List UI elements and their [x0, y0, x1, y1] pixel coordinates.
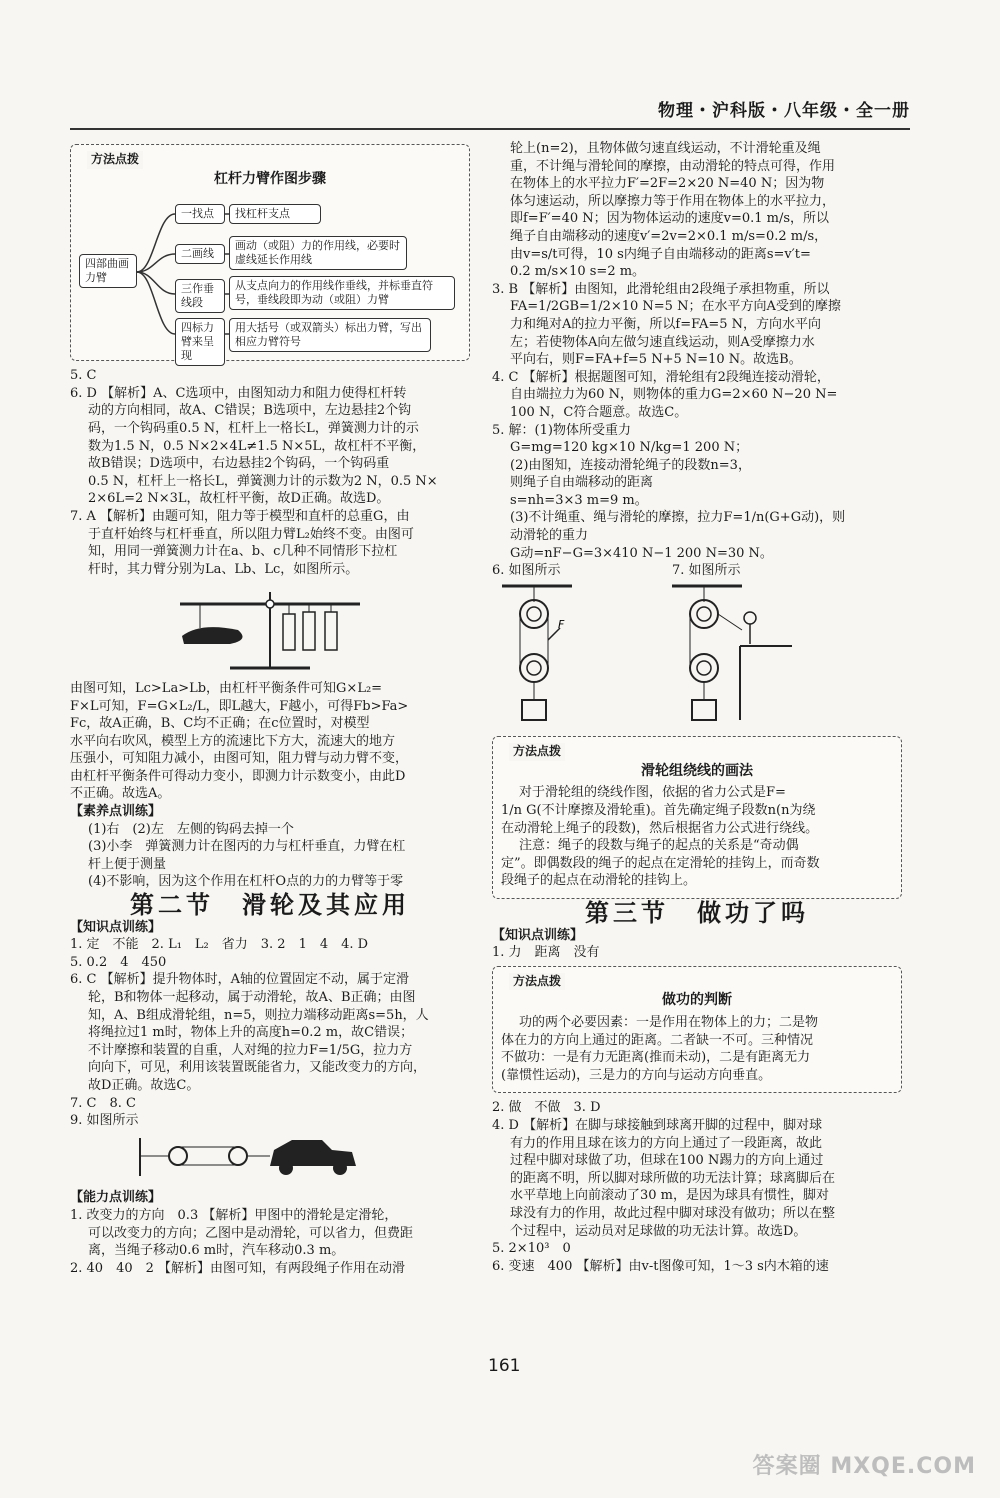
step-4-key: 四标力臂来呈现 — [175, 318, 225, 366]
car-pulley-figure — [70, 1130, 470, 1184]
text-line: 杆时，其力臂分别为La、Lb、Lc，如图所示。 — [88, 561, 359, 577]
text-line: 体匀速运动，所以摩擦力等于作用在物体上的水平拉力， — [510, 193, 836, 209]
method-box-title: 滑轮组绕线的画法 — [641, 762, 753, 779]
text-line: FA=1/2GB=1/2×10 N=5 N；在水平方向A受到的摩擦 — [510, 299, 841, 315]
step-3-key: 三作垂线段 — [175, 279, 225, 313]
step-1-value: 找杠杆支点 — [229, 204, 321, 224]
figure-6-caption: 6. 如图所示 — [492, 563, 561, 579]
method-box-pulley — [492, 736, 902, 899]
text-line: 6. 变速 400 【解析】由v-t图像可知，1～3 s内木箱的速 — [492, 1258, 829, 1274]
text-line: 由图可知，Lc>La>Lb，由杠杆平衡条件可知G×L₂= — [70, 680, 383, 696]
text-line: G动=nF−G=3×410 N−1 200 N=30 N。 — [510, 545, 773, 561]
section-tag: 【知识点训练】 — [70, 919, 162, 935]
text-line: Fc，故A正确，B、C均不正确；在c位置时，对模型 — [70, 716, 370, 732]
header-rule — [70, 128, 910, 130]
pulley-diagrams — [492, 580, 902, 730]
step-1-key: 一找点 — [175, 204, 225, 224]
text-line: 2. 做 不做 3. D — [492, 1100, 601, 1116]
text-line: s=nh=3×3 m=9 m。 — [510, 492, 648, 508]
text-line: 段绳子的起点在动滑轮的挂钩上。 — [501, 873, 697, 889]
text-line: 由v=s/t可得，10 s内绳子自由端移动的距离s=v′t= — [510, 246, 811, 262]
text-line: 由杠杆平衡条件可得动力变小，即测力计示数变小，由此D — [70, 768, 406, 784]
text-line: 水平草地上向前滚动了30 m，是因为球具有惯性，脚对 — [510, 1188, 830, 1204]
figure-7-caption: 7. 如图所示 — [672, 563, 741, 579]
text-line: 不正确。故选A。 — [70, 786, 171, 802]
text-line: 则绳子自由端移动的距离 — [510, 475, 654, 491]
text-line: 水平向右吹风，模型上方的流速比下方大，流速大的地方 — [70, 733, 396, 749]
method-box-label: 方法点拨 — [509, 743, 565, 761]
text-line: 6. C 【解析】提升物体时，A轴的位置固定不动，属于定滑 — [70, 972, 410, 988]
method-box-work — [492, 966, 902, 1094]
text-line: 可以改变力的方向；乙图中是动滑轮，可以省力，但费距 — [88, 1225, 414, 1241]
mind-map-root: 四部曲画力臂 — [79, 254, 137, 288]
text-line: 在动滑轮上绳子的段数)，然后根据省力公式进行绕线。 — [501, 820, 819, 836]
text-line: 离，当绳子移动0.6 m时，汽车移动0.3 m。 — [88, 1243, 345, 1259]
text-line: G=mg=120 kg×10 N/kg=1 200 N； — [510, 440, 749, 456]
text-line: 6. D 【解析】A、C选项中，由图知动力和阻力使得杠杆转 — [70, 385, 407, 401]
method-box-title: 做功的判断 — [662, 992, 732, 1009]
text-line: 的距离不明，所以脚对球所做的功无法计算；球离脚后在 — [510, 1170, 836, 1186]
text-line: 5. 0.2 4 450 — [70, 954, 167, 970]
text-line: 于直杆始终与杠杆垂直，所以阻力臂L₂始终不变。由图可 — [88, 526, 414, 542]
text-line: 1. 力 距离 没有 — [492, 945, 600, 961]
force-label-f: F — [558, 618, 565, 632]
text-line: 个过程中，运动员对足球做的功无法计算。故选D。 — [510, 1223, 807, 1239]
text-line: 球没有力的作用，故此过程中脚对球没有做功；所以在整 — [510, 1205, 836, 1221]
text-line: 5. 解：(1)物体所受重力 — [492, 422, 631, 438]
text-line: F×L可知，F=G×L₂/L，即L越大，F越小，可得Fb>Fa> — [70, 698, 409, 714]
text-line: 1. 定 不能 2. L₁ L₂ 省力 3. 2 1 4 4. D — [70, 937, 369, 953]
text-line: 平向右，则F=FA+f=5 N+5 N=10 N。故选B。 — [510, 352, 802, 368]
text-line: 在物体上的水平拉力F′=2F=2×20 N=40 N；因为物 — [510, 176, 825, 192]
text-line: 有力的作用且球在该力的方向上通过了一段距离，故此 — [510, 1135, 823, 1151]
text-line: 5. C — [70, 368, 97, 384]
text-line: 轮，B和物体一起移动，属于动滑轮，故A、B正确；由图 — [88, 990, 416, 1005]
text-line: 轮上(n=2)，且物体做匀速直线运动，不计滑轮重及绳 — [510, 141, 821, 156]
text-line: 3. B 【解析】由图知，此滑轮组由2段绳子承担物重，所以 — [492, 281, 830, 297]
text-line: 0.2 m/s×10 s=2 m。 — [510, 264, 646, 280]
text-line: 即f=F′=40 N；因为物体运动的速度v=0.1 m/s，所以 — [510, 211, 830, 227]
text-line: 0.5 N，杠杆上一格长L，弹簧测力计的示数为2 N，0.5 N× — [88, 473, 438, 489]
text-line: 不计摩擦和装置的自重，人对绳的拉力F=1/5G，拉力方 — [88, 1042, 413, 1058]
step-4-value: 用大括号（或双箭头）标出力臂，写出相应力臂符号 — [229, 318, 431, 352]
pulley-figures — [492, 562, 902, 732]
text-line: 左；若使物体A向左做匀速直线运动，则A受摩擦力水 — [510, 334, 815, 350]
text-line: 1. 改变力的方向 0.3 【解析】甲图中的滑轮是定滑轮， — [70, 1207, 398, 1223]
text-line: 100 N，C符合题意。故选C。 — [510, 404, 688, 420]
text-line: 动滑轮的重力 — [510, 528, 589, 544]
text-line: 5. 2×10³ 0 — [492, 1241, 571, 1257]
method-box-lever — [70, 144, 470, 361]
text-line: 不做功：一是有力无距离(推而未动)，二是有距离无力 — [501, 1050, 811, 1066]
step-2-key: 二画线 — [175, 244, 225, 264]
text-line: 功的两个必要因素：一是作用在物体上的力；二是物 — [519, 1014, 819, 1030]
text-line: 动的方向相同，故A、C错误；B选项中，左边悬挂2个钩 — [88, 403, 412, 419]
section-heading-3: 第三节 做功了吗 — [585, 899, 809, 927]
text-line: 9. 如图所示 — [70, 1113, 139, 1129]
text-line: 码，一个钩码重0.5 N，杠杆上一格长L，弹簧测力计的示 — [88, 420, 419, 436]
text-line: 1/n G(不计摩擦及滑轮重)。首先确定绳子段数n(n为绕 — [501, 803, 816, 819]
step-3-value: 从支点向力的作用线作垂线，并标垂直符号，垂线段即为动（或阻）力臂 — [229, 276, 455, 310]
text-line: (4)不影响，因为这个作用在杠杆O点的力的力臂等于零 — [88, 874, 404, 890]
text-line: 故D正确。故选C。 — [88, 1077, 200, 1093]
text-line: 4. C 【解析】根据题图可知，滑轮组有2段绳连接动滑轮， — [492, 369, 830, 385]
text-line: (2)由图知，连接动滑轮绳子的段数n=3， — [510, 457, 751, 473]
section-tag: 【知识点训练】 — [492, 927, 584, 943]
text-line: (3)小李 弹簧测力计在图丙的力与杠杆垂直，力臂在杠 — [88, 839, 406, 855]
text-line: 知，A、B组成滑轮组，n=5，则拉力端移动距离s=5h，人 — [88, 1007, 429, 1023]
text-line: 绳子自由端移动的速度v′=2v=2×0.1 m/s=0.2 m/s， — [510, 228, 828, 244]
text-line: 对于滑轮组的绕线作图，依据的省力公式是F= — [519, 785, 786, 801]
text-line: 数为1.5 N，0.5 N×2×4L≠1.5 N×5L，故杠杆不平衡， — [88, 438, 426, 454]
page-header: 物理・沪科版・八年级・全一册 — [658, 101, 910, 121]
text-line: 2×6L=2 N×3L，故杠杆平衡，故D正确。故选D。 — [88, 491, 390, 507]
text-line: 杆上便于测量 — [88, 856, 167, 872]
section-heading-2: 第二节 滑轮及其应用 — [130, 891, 410, 920]
section-tag: 【素养点训练】 — [70, 804, 162, 820]
method-box-title: 杠杆力臂作图步骤 — [214, 170, 326, 187]
text-line: 2. 40 40 2 【解析】由图可知，有两段绳子作用在动滑 — [70, 1260, 406, 1276]
text-line: (1)右 (2)左 左侧的钩码去掉一个 — [88, 821, 294, 837]
text-line: 故B错误；D选项中，右边悬挂2个钩码，一个钩码重 — [88, 456, 390, 472]
text-line: 4. D 【解析】在脚与球接触到球离开脚的过程中，脚对球 — [492, 1117, 823, 1133]
text-line: 7. A 【解析】由题可知，阻力等于模型和直杆的总重G，由 — [70, 508, 410, 524]
text-line: (靠惯性运动)，三是力的方向与运动方向垂直。 — [501, 1067, 772, 1083]
text-line: 7. C 8. C — [70, 1095, 136, 1111]
text-line: 向向下，可见，利用该装置既能省力，又能改变力的方向， — [88, 1060, 427, 1076]
method-box-label: 方法点拨 — [87, 151, 143, 169]
page-number: 161 — [488, 1356, 521, 1376]
text-line: 过程中脚对球做了功，但球在100 N踢力的方向上通过 — [510, 1153, 824, 1169]
text-line: 重，不计绳与滑轮间的摩擦，由动滑轮的特点可得，作用 — [510, 158, 836, 174]
text-line: (3)不计绳重、绳与滑轮的摩擦，拉力F=1/n(G+G动)，则 — [510, 510, 846, 526]
method-box-label: 方法点拨 — [509, 973, 565, 991]
text-line: 注意：绳子的段数与绳子的起点的关系是“奇动偶 — [519, 838, 799, 854]
text-line: 定”。即偶数段的绳子的起点在定滑轮的挂钩上，而奇数 — [501, 855, 820, 871]
right-column — [492, 140, 902, 1275]
text-line: 体在力的方向上通过的距离。二者缺一不可。三种情况 — [501, 1032, 814, 1048]
section-tag: 【能力点训练】 — [70, 1190, 162, 1206]
mind-map — [79, 192, 461, 363]
text-line: 知，用同一弹簧测力计在a、b、c几种不同情形下拉杠 — [88, 544, 398, 560]
text-line: 力和绳对A的拉力平衡，所以f=FA=5 N，方向水平向 — [510, 316, 822, 332]
text-line: 自由端拉力为60 N，则物体的重力G=2×60 N−20 N= — [510, 387, 838, 403]
step-2-value: 画动（或阻）力的作用线，必要时虚线延长作用线 — [229, 236, 407, 270]
text-line: 将绳拉过1 m时，物体上升的高度h=0.2 m，故C错误； — [88, 1025, 414, 1041]
watermark-logo: 答案圈 MXQE.COM — [752, 1454, 976, 1479]
lever-model-figure — [70, 578, 470, 674]
left-column — [70, 140, 470, 1277]
text-line: 压强小，可知阻力减小，由图可知，阻力臂与动力臂不变， — [70, 751, 409, 767]
